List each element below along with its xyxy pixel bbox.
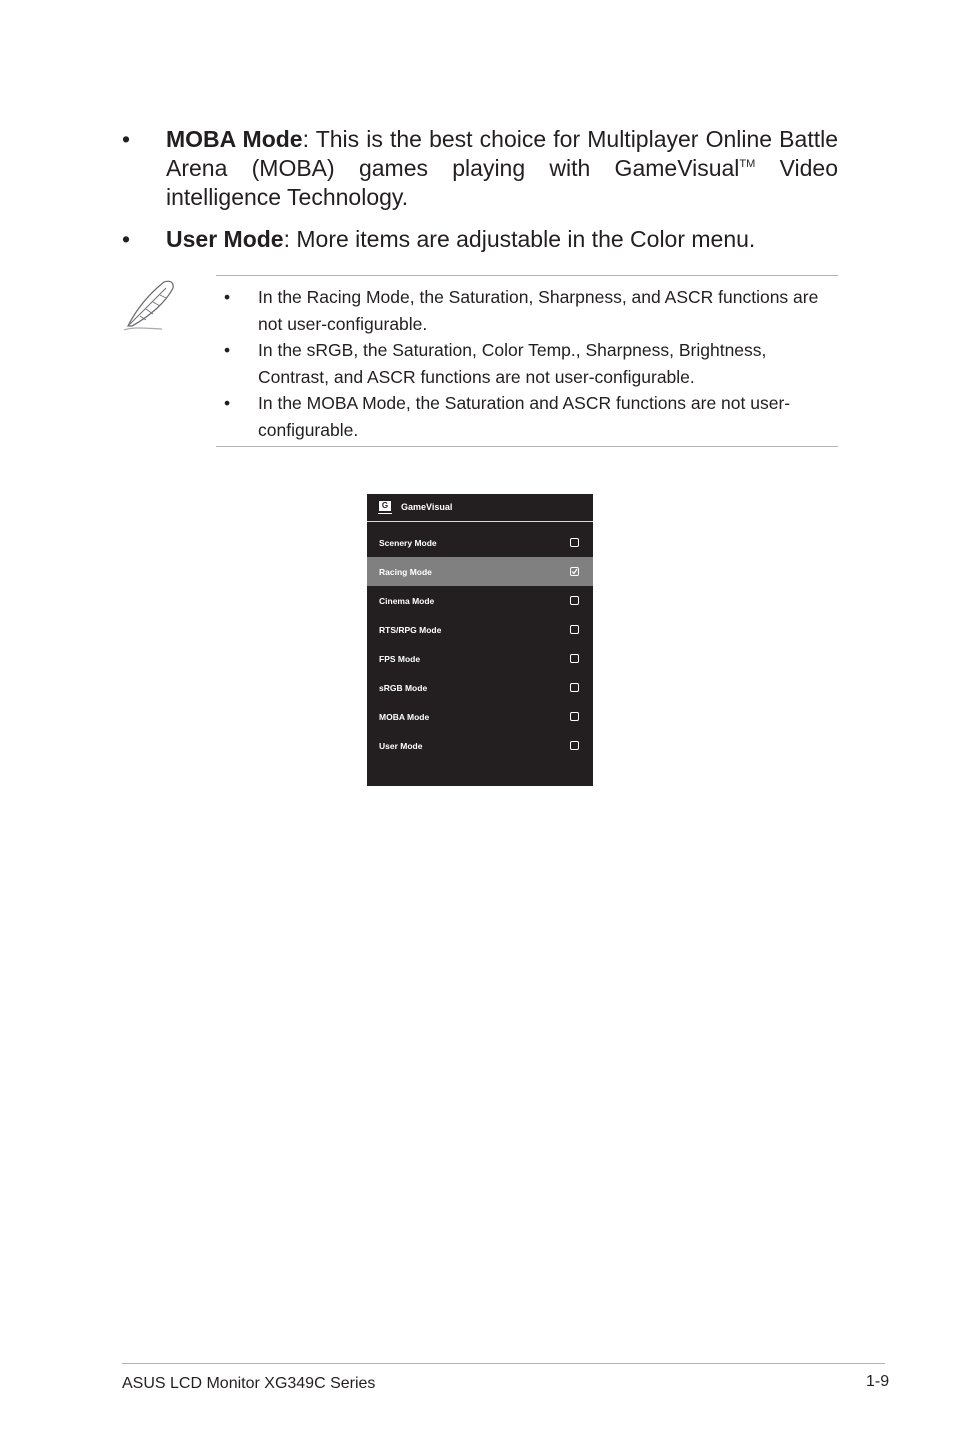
bullet-term: User Mode (166, 226, 284, 252)
checkbox-icon[interactable] (570, 683, 579, 692)
gamevisual-osd-menu (367, 494, 593, 786)
feather-pen-icon (120, 276, 178, 334)
checkbox-icon[interactable] (570, 654, 579, 663)
bullet-dot: • (122, 126, 131, 152)
note-item (216, 390, 836, 443)
osd-menu-item[interactable] (367, 731, 593, 760)
bullet-user-mode (122, 225, 838, 254)
osd-menu-item-label: Cinema Mode (379, 596, 435, 606)
note-text: In the MOBA Mode, the Saturation and ASCR functions are not user-configurable. (258, 393, 791, 440)
note-text: In the sRGB, the Saturation, Color Temp., Sharpness, Brightness, Contrast, and ASCR functions are not user-configurable. (258, 340, 767, 387)
osd-menu-item-label: MOBA Mode (379, 712, 430, 722)
note-box (216, 275, 838, 447)
osd-menu-item[interactable] (367, 557, 593, 586)
note-text: In the Racing Mode, the Saturation, Sharpness, and ASCR functions are not user-configurable. (258, 287, 819, 334)
footer-divider (122, 1363, 885, 1364)
bullet-dot: • (224, 287, 231, 307)
checked-box-icon[interactable] (570, 567, 579, 576)
page-number: 1-9 (866, 1373, 890, 1390)
bullet-text-end: Video intelligence Technology. (166, 155, 838, 210)
osd-menu-item[interactable] (367, 615, 593, 644)
checkbox-icon[interactable] (570, 712, 579, 721)
checkbox-icon[interactable] (570, 538, 579, 547)
gamevisual-logo-icon: G (379, 501, 391, 511)
main-bullet-list (122, 125, 838, 267)
checkbox-icon[interactable] (570, 741, 579, 750)
bullet-text: : More items are adjustable in the Color menu. (283, 226, 756, 252)
checkbox-icon[interactable] (570, 625, 579, 634)
osd-menu-item[interactable] (367, 644, 593, 673)
osd-header (367, 494, 593, 522)
osd-menu-item[interactable] (367, 586, 593, 615)
trademark-mark: TM (739, 158, 756, 170)
osd-menu-item-label: User Mode (379, 741, 423, 751)
bullet-term: MOBA Mode (166, 126, 303, 152)
bullet-dot: • (224, 340, 231, 360)
note-item (216, 337, 836, 390)
osd-menu-item-label: sRGB Mode (379, 683, 428, 693)
osd-menu-item[interactable] (367, 528, 593, 557)
osd-menu-item-label: FPS Mode (379, 654, 421, 664)
checkbox-icon[interactable] (570, 596, 579, 605)
footer-product-name: ASUS LCD Monitor XG349C Series (122, 1375, 376, 1392)
note-list (216, 284, 836, 443)
osd-menu-item[interactable] (367, 702, 593, 731)
osd-menu-item-label: RTS/RPG Mode (379, 625, 442, 635)
osd-menu-item-label: Scenery Mode (379, 538, 437, 548)
osd-menu-item-label: Racing Mode (379, 567, 432, 577)
bullet-dot: • (224, 393, 231, 413)
bullet-text: : This is the best choice for Multiplayer Online Battle Arena (MOBA) games playing with GameVisual (166, 126, 838, 181)
note-item (216, 284, 836, 337)
osd-menu-item[interactable] (367, 673, 593, 702)
bullet-dot: • (122, 226, 131, 252)
osd-title: GameVisual (401, 502, 453, 512)
bullet-moba-mode (122, 125, 838, 212)
osd-mode-list (367, 528, 593, 760)
